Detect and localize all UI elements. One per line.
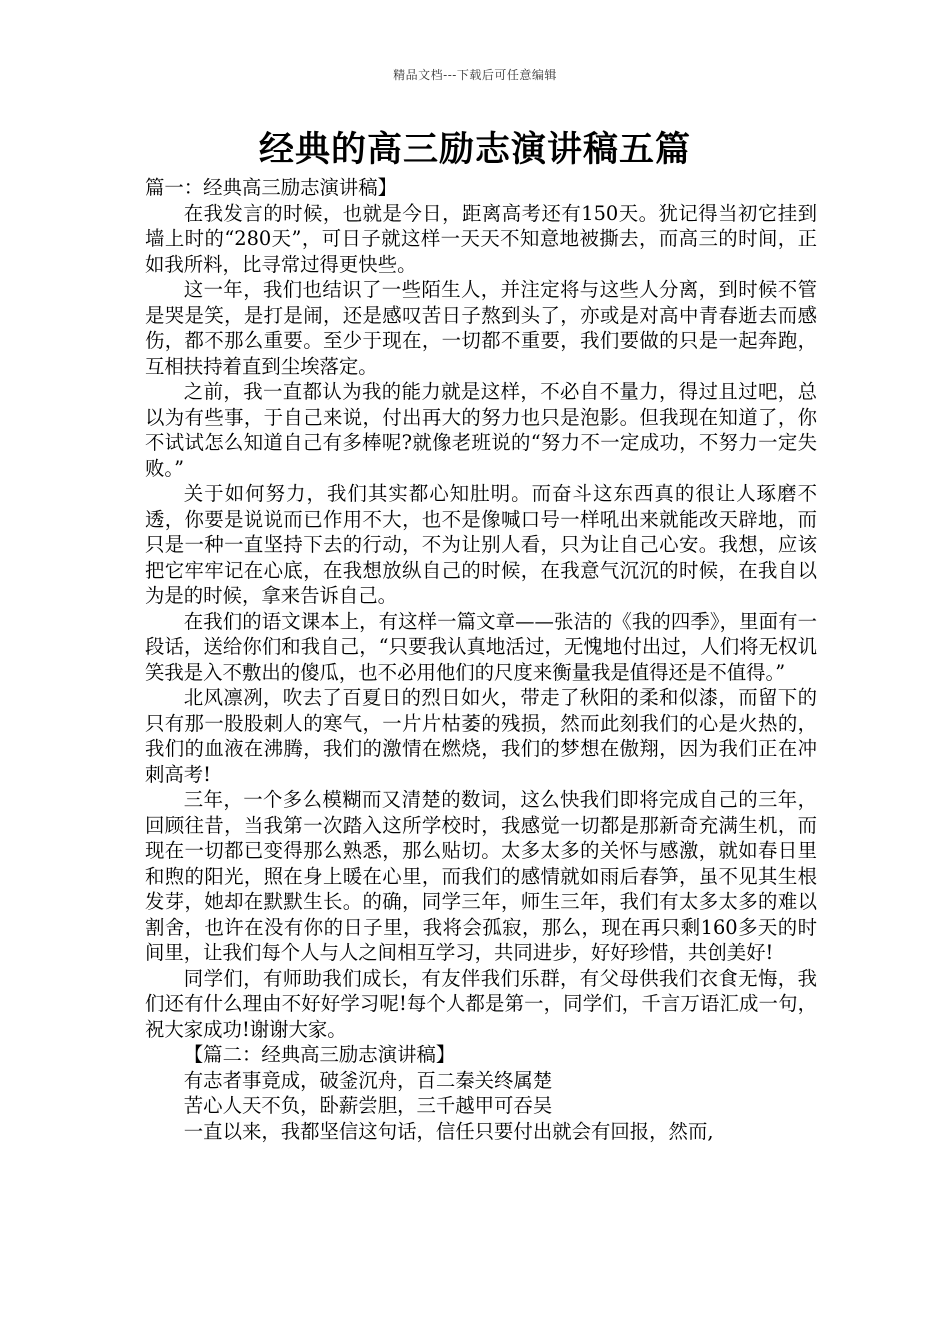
paragraph: 同学们，有师助我们成长，有友伴我们乐群，有父母供我们衣食无悔，我们还有什么理由不好好学习呢!每个人都是第一，同学们，千言万语汇成一句，祝大家成功!谢谢大家。 <box>145 966 817 1041</box>
section-heading: 篇一：经典高三励志演讲稿】 <box>145 176 398 199</box>
header-note: 精品文档---下载后可任意编辑 <box>393 68 557 82</box>
paragraph: 在我们的语文课本上，有这样一篇文章——张洁的《我的四季》，里面有一段话，送给你们和我自己，“只要我认真地活过，无愧地付出过，人们将无权讥笑我是入不敷出的傻瓜，也不必用他们的尺度来衡量我是值得还是不值得。” <box>145 609 817 684</box>
paragraph: 之前，我一直都认为我的能力就是这样，不必自不量力，得过且过吧，总以为有些事，于自己来说，付出再大的努力也只是泡影。但我现在知道了，你不试试怎么知道自己有多棒呢?就像老班说的“努力不一定成功，不努力一定失败。” <box>145 380 817 480</box>
document-body <box>145 175 817 1144</box>
paragraph: 关于如何努力，我们其实都心知肚明。而奋斗这东西真的很让人琢磨不透，你要是说说而已作用不大，也不是像喊口号一样吼出来就能改天辟地，而只是一种一直坚持下去的行动，不为让别人看，只为让自己心安。我想，应该把它牢牢记在心底，在我想放纵自己的时候，在我意气沉沉的时候，在我自以为是的时候，拿来告诉自己。 <box>145 482 817 607</box>
paragraph: 有志者事竟成，破釜沉舟，百二秦关终属楚 <box>183 1068 553 1092</box>
paragraph: 一直以来，我都坚信这句话，信任只要付出就会有回报，然而, <box>183 1119 714 1143</box>
paragraph: 北风凛冽，吹去了百夏日的烈日如火，带走了秋阳的柔和似漆，而留下的只有那一股股刺人的寒气，一片片枯萎的残损，然而此刻我们的心是火热的，我们的血液在沸腾，我们的激情在燃烧，我们的梦想在傲翔，因为我们正在冲刺高考! <box>145 686 817 786</box>
paragraph: 这一年，我们也结识了一些陌生人，并注定将与这些人分离，到时候不管是哭是笑，是打是闹，还是感叹苦日子熬到头了，亦或是对高中青春逝去而感伤，都不那么重要。至少于现在，一切都不重要，我们要做的只是一起奔跑，互相扶持着直到尘埃落定。 <box>145 278 817 378</box>
section-heading: 【篇二：经典高三励志演讲稿】 <box>183 1043 456 1066</box>
paragraph: 三年，一个多么模糊而又清楚的数词，这么快我们即将完成自己的三年，回顾往昔，当我第一次踏入这所学校时，我感觉一切都是那新奇充满生机，而现在一切都已变得那么熟悉，那么贴切。太多太多的关怀与感激，就如春日里和煦的阳光，照在身上暖在心里，而我们的感情就如雨后春笋，虽不见其生根发芽，她却在默默生长。的确，同学三年，师生三年，我们有太多太多的难以割舍，也许在没有你的日子里，我将会孤寂，那么，现在再只剩160多天的时间里，让我们每个人与人之间相互学习，共同进步，好好珍惜，共创美好! <box>145 788 817 964</box>
paragraph: 在我发言的时候，也就是今日，距离高考还有150天。犹记得当初它挂到墙上时的“280天”，可日子就这样一天天不知意地被撕去，而高三的时间，正如我所料，比寻常过得更快些。 <box>145 201 817 276</box>
document-title: 经典的高三励志演讲稿五篇 <box>258 130 691 170</box>
paragraph: 苦心人天不负，卧薪尝胆，三千越甲可吞吴 <box>183 1094 553 1117</box>
